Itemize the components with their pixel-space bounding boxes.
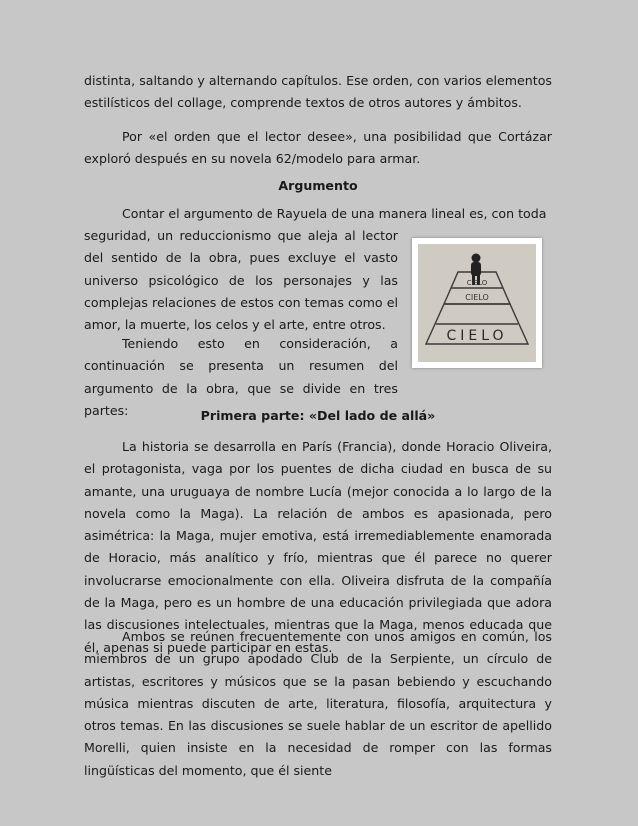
paragraph-continuation: distinta, saltando y alternando capítulos. Ese orden, con varios elementos estilísticos del collage, comprende textos de otros autores y ámbitos. [84, 73, 552, 111]
paragraph-consideracion: Teniendo esto en consideración, a continuación se presenta un resumen del argumento de la obra, que se divide en tres partes: [84, 336, 398, 418]
cielo-word-1: CIELO [466, 279, 488, 287]
paragraph-orden: Por «el orden que el lector desee», una posibilidad que Cortázar exploró después en su novela 62/modelo para armar. [84, 129, 552, 167]
cielo-word-3: CIELO [446, 328, 508, 344]
paragraph-argumento-line1: Contar el argumento de Rayuela de una manera lineal es, con toda [122, 206, 547, 221]
cielo-word-2: CIELO [465, 293, 489, 302]
heading-argumento: Argumento [278, 178, 358, 193]
paragraph-historia: La historia se desarrolla en París (Francia), donde Horacio Oliveira, el protagonista, vaga por los puentes de dicha ciudad en busca de su amante, una uruguaya de nombre Lucía (mejor conocida a lo largo de la novela como la Maga). La relación de ambos es apasionada, pero asimétrica: la Maga, mujer emotiva, está irremediablemente enamorada de Horacio, más analítico y frío, mientras que él parece no querer involucrarse emocionalmente con ella. Oliveira disfruta de la compañía de la Maga, pero es un hombre de una educación privilegiada que adora las discusiones intelectuales, mientras que la Maga, menos educada que él, apenas si puede participar en estas. [84, 439, 552, 655]
paragraph-argumento-rest: seguridad, un reduccionismo que aleja al lector del sentido de la obra, pues excluye el vasto universo psicológico de los personajes y las complejas relaciones de estos con temas como el amor, la muerte, los celos y el arte, entre otros. [84, 228, 398, 333]
heading-primera-parte: Primera parte: «Del lado de allá» [200, 408, 436, 423]
paragraph-club-serpiente: Ambos se reúnen frecuentemente con unos amigos en común, los miembros de un grupo apodado Club de la Serpiente, un círculo de artistas, escritores y músicos que se la pasan bebiendo y escuchando música mientras discuten de arte, literatura, filosofía, arquitectura y otros temas. En las discusiones se suele hablar de un escritor de apellido Morelli, quien insiste en la necesidad de romper con las formas lingüísticas del momento, que él siente [84, 629, 552, 778]
hopscotch-photo-icon [418, 244, 536, 362]
hopscotch-photo [412, 238, 542, 368]
